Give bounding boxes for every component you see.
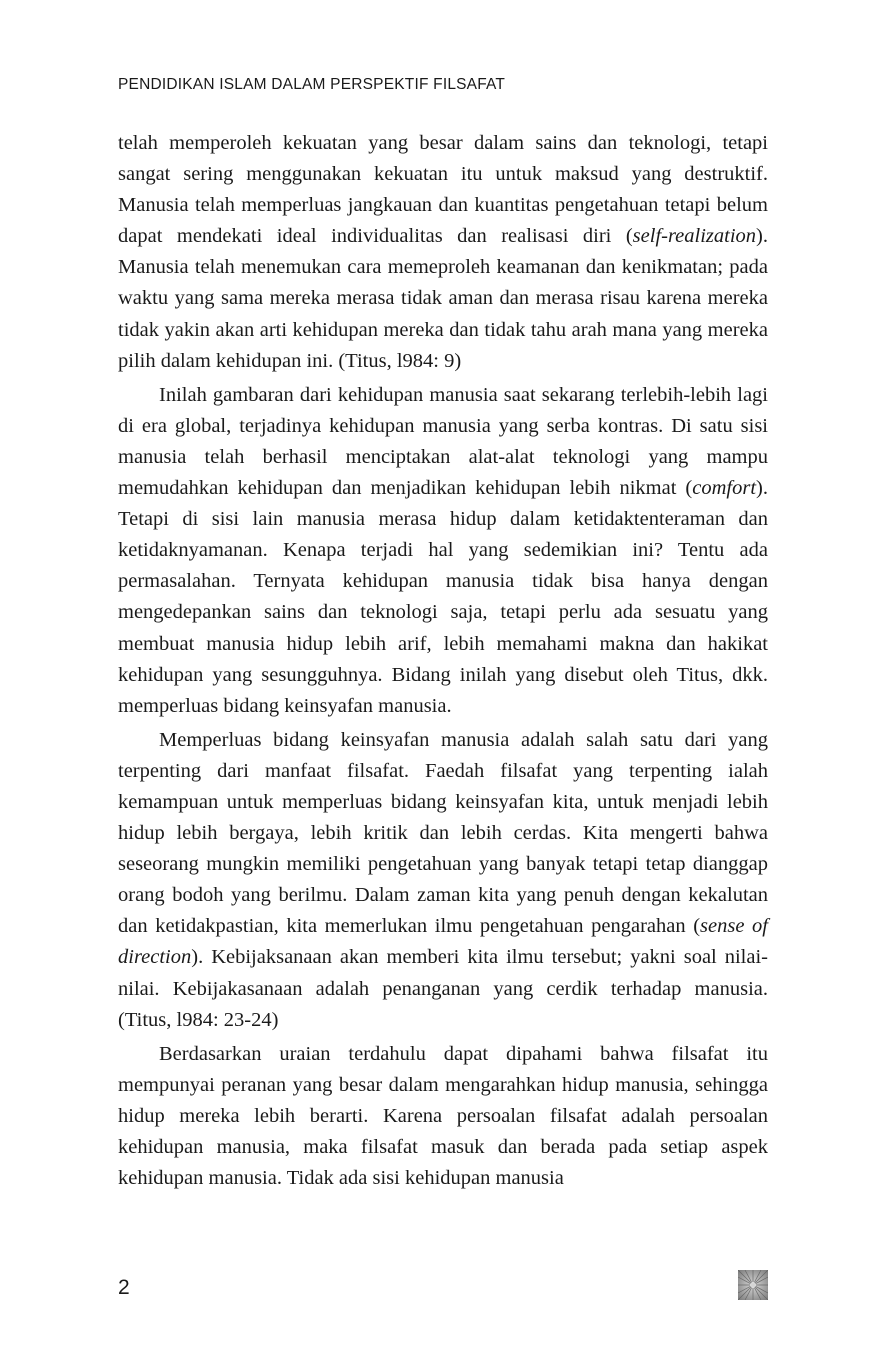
body-text — [118, 128, 768, 1197]
paragraph-3-segment-1: Memperluas bidang keinsyafan manusia adalah salah satu dari yang terpenting dari manfaat filsafat. Faedah filsafat yang terpenting ialah kemampuan untuk memperluas bidang keinsyafan kita, untuk menjadi lebih hidup lebih bergaya, lebih kritik dan lebih cerdas. Kita mengerti bahwa seseorang mungkin memiliki pengetahuan yang banyak tetapi tetap dianggap orang bodoh yang berilmu. Dalam zaman kita yang penuh dengan kekalutan dan ketidakpastian, kita memerlukan ilmu pengetahuan pengarahan ( — [118, 728, 768, 938]
starburst-ornament-icon — [738, 1270, 768, 1300]
paragraph-2-segment-3: ). Tetapi di sisi lain manusia merasa hidup dalam ketidaktenteraman dan ketidaknyamanan. Kenapa terjadi hal yang sedemikian ini? Tentu ada permasalahan. Ternyata kehidupan manusia tidak bisa hanya dengan mengedepankan sains dan teknologi saja, tetapi perlu ada sesuatu yang membuat manusia hidup lebih arif, lebih memahami makna dan hakikat kehidupan yang sesungguhnya. Bidang inilah yang disebut oleh Titus, dkk. memperluas bidang keinsyafan manusia. — [118, 477, 768, 717]
running-header: PENDIDIKAN ISLAM DALAM PERSPEKTIF FILSAFAT — [118, 76, 506, 93]
paragraph-1-segment-3: ). Manusia telah menemukan cara memeproleh keamanan dan kenikmatan; pada waktu yang sama mereka merasa tidak aman dan merasa risau karena mereka tidak yakin akan arti kehidupan mereka dan tidak tahu arah mana yang mereka pilih dalam kehidupan ini. (Titus, l984: 9) — [118, 225, 768, 372]
paragraph-2-segment-1: Inilah gambaran dari kehidupan manusia saat sekarang terlebih-lebih lagi di era global, terjadinya kehidupan manusia yang serba kontras. Di satu sisi manusia telah berhasil menciptakan alat-alat teknologi yang mampu memudahkan kehidupan dan menjadikan kehidupan lebih nikmat ( — [118, 383, 768, 500]
paragraph-1-italic-term: self-realization — [632, 225, 757, 248]
paragraph-4-segment-1: Berdasarkan uraian terdahulu dapat dipahami bahwa filsafat itu mempunyai peranan yang besar dalam mengarahkan hidup manusia, sehingga hidup mereka lebih berarti. Karena persoalan filsafat adalah persoalan kehidupan manusia, maka filsafat masuk dan berada pada setiap aspek kehidupan manusia. Tidak ada sisi kehidupan manusia — [118, 1042, 768, 1190]
paragraph-4 — [118, 1039, 768, 1194]
paragraph-2 — [118, 380, 768, 722]
paragraph-1-segment-1: telah memperoleh kekuatan yang besar dalam sains dan teknologi, tetapi sangat sering menggunakan kekuatan itu untuk maksud yang destruktif. Manusia telah memperluas jangkauan dan kuantitas pengetahuan tetapi belum dapat mendekati ideal individualitas dan realisasi diri ( — [118, 132, 768, 248]
paragraph-3-segment-3: ). Kebijaksanaan akan memberi kita ilmu tersebut; yakni soal nilai-nilai. Kebijakasanaan adalah penanganan yang cerdik terhadap manusia. (Titus, l984: 23-24) — [118, 946, 768, 1031]
page-number: 2 — [118, 1276, 130, 1299]
paragraph-3-italic-term: sense of direction — [118, 915, 768, 969]
paragraph-2-italic-term: comfort — [692, 477, 757, 500]
paragraph-3 — [118, 725, 768, 1036]
paragraph-1 — [118, 128, 768, 377]
